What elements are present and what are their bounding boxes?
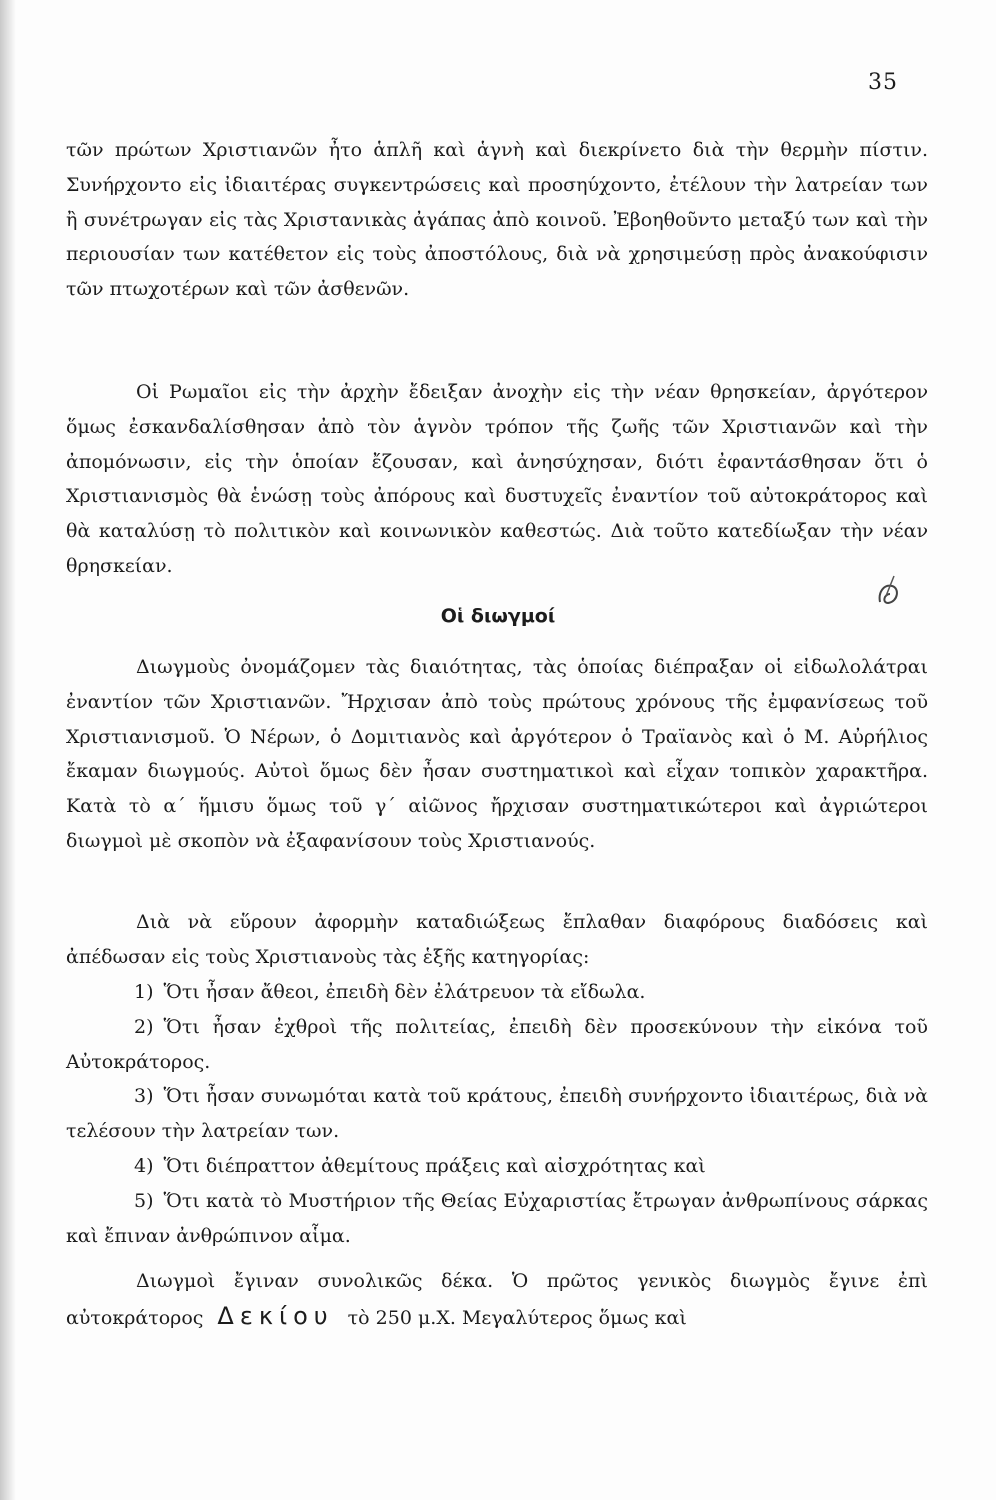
list-item-text: Ὅτι ἦσαν ἄθεοι, ἐπειδὴ δὲν ἐλάτρευον τὰ εἴδωλα. <box>163 981 646 1003</box>
list-item-text: Ὅτι διέπραττον ἀθεμίτους πράξεις καὶ αἰσχρότητας καὶ <box>163 1154 706 1177</box>
list-item <box>66 1149 928 1184</box>
list-item-number: 3) <box>134 1085 154 1108</box>
paragraph-accusations-intro-text: Διὰ νὰ εὕρουν ἀφορμὴν καταδιώξεως ἔπλαθαν διαφόρους διαδόσεις καὶ ἀπέδωσαν εἰς τοὺς Χριστιανοὺς τὰς ἑξῆς κατηγορίας: <box>66 911 928 968</box>
list-item-text: Ὅτι κατὰ τὸ Μυστήριον τῆς Θείας Εὐχαριστίας ἔτρωγαν ἀνθρωπίνους σάρκας καὶ ἔπιναν ἀνθρώπινον αἷμα. <box>66 1189 928 1247</box>
section-heading: Οἱ διωγμοί <box>440 605 556 627</box>
paragraph-early-christians: τῶν πρώτων Χριστιανῶν ἦτο ἁπλῆ καὶ ἁγνὴ καὶ διεκρίνετο διὰ τὴν θερμὴν πίστιν. Συνήρχοντο εἰς ἰδιαιτέρας συγκεντρώσεις καὶ προσηύχοντο, ἐτέλουν τὴν λατρείαν των ἢ συνέτρωγαν εἰς τὰς Χριστανικὰς ἀγάπας ἀπὸ κοινοῦ. Ἐβοηθοῦντο μεταξύ των καὶ τὴν περιουσίαν των κατέθετον εἰς τοὺς ἀποστόλους, διὰ νὰ χρησιμεύσῃ πρὸς ἀνακούφισιν τῶν πτωχοτέρων καὶ τῶν ἀσθενῶν. <box>66 139 928 301</box>
list-item <box>66 1010 928 1080</box>
paragraph-ten-persecutions-tail: τὸ 250 μ.Χ. Μεγαλύτερος ὅμως καὶ <box>347 1306 687 1329</box>
list-item <box>66 975 928 1010</box>
paragraph-ten-persecutions-text: Διωγμοὶ ἔγιναν συνολικῶς δέκα. Ὁ πρῶτος γενικὸς διωγμὸς ἔγινε ἐπὶ αὐτοκράτορος <box>66 1270 928 1329</box>
scan-edge-shadow <box>0 0 16 1500</box>
emperor-name-spaced: Δεκίου <box>217 1301 334 1330</box>
list-item-number: 4) <box>134 1154 154 1177</box>
paragraph-romans-text: Οἱ Ρωμαῖοι εἰς τὴν ἀρχὴν ἔδειξαν ἀνοχὴν εἰς τὴν νέαν θρησκείαν, ἀργότερον ὅμως ἐσκανδαλίσθησαν ἀπὸ τὸν ἁγνὸν τρόπον τῆς ζωῆς τῶν Χριστιανῶν καὶ τὴν ἀπομόνωσιν, εἰς τὴν ὁποίαν ἔζουσαν, καὶ ἀνησύχησαν, διότι ἐφαντάσθησαν ὅτι ὁ Χριστιανισμὸς θὰ ἑνώσῃ τοὺς ἀπόρους καὶ δυστυχεῖς ἐναντίον τοῦ αὐτοκράτορος καὶ θὰ καταλύσῃ τὸ πολιτικὸν καὶ κοινωνικὸν καθεστώς. Διὰ τοῦτο κατεδίωξαν τὴν νέαν θρησκείαν. <box>66 381 928 577</box>
paragraph-persecutions-definition <box>66 650 928 859</box>
list-item-number: 5) <box>134 1189 154 1212</box>
list-item-number: 2) <box>134 1015 154 1038</box>
list-item <box>66 1079 928 1149</box>
list-item-number: 1) <box>134 981 154 1003</box>
accusations-list <box>66 975 928 1253</box>
list-item-text: Ὅτι ἦσαν συνωμόται κατὰ τοῦ κράτους, ἐπειδὴ συνήρχοντο ἰδιαιτέρως, διὰ νὰ τελέσουν τὴν λατρείαν των. <box>66 1085 928 1143</box>
paragraph-romans <box>66 375 928 584</box>
list-item <box>66 1184 928 1254</box>
list-item-text: Ὅτι ἦσαν ἐχθροὶ τῆς πολιτείας, ἐπειδὴ δὲν προσεκύνουν τὴν εἰκόνα τοῦ Αὐτοκράτορος. <box>66 1015 928 1073</box>
paragraph-accusations-intro <box>66 905 928 975</box>
page-number: 35 <box>868 70 898 95</box>
paragraph-ten-persecutions <box>66 1264 928 1336</box>
paragraph-persecutions-definition-text: Διωγμοὺς ὀνομάζομεν τὰς διαιότητας, τὰς ὁποίας διέπραξαν οἱ εἰδωλολάτραι ἐναντίον τῶν Χριστιανῶν. Ἤρχισαν ἀπὸ τοὺς πρώτους χρόνους τῆς ἐμφανίσεως τοῦ Χριστιανισμοῦ. Ὁ Νέρων, ὁ Δομιτιανὸς καὶ ἀργότερον ὁ Τραϊανὸς καὶ ὁ Μ. Αὐρήλιος ἔκαμαν διωγμούς. Αὐτοὶ ὅμως δὲν ἦσαν συστηματικοὶ καὶ εἶχαν τοπικὸν χαρακτῆρα. Κατὰ τὸ α΄ ἥμισυ ὅμως τοῦ γ΄ αἰῶνος ἤρχισαν συστηματικώτεροι καὶ ἀγριώτεροι διωγμοὶ μὲ σκοπὸν νὰ ἐξαφανίσουν τοὺς Χριστιανούς. <box>66 656 928 852</box>
